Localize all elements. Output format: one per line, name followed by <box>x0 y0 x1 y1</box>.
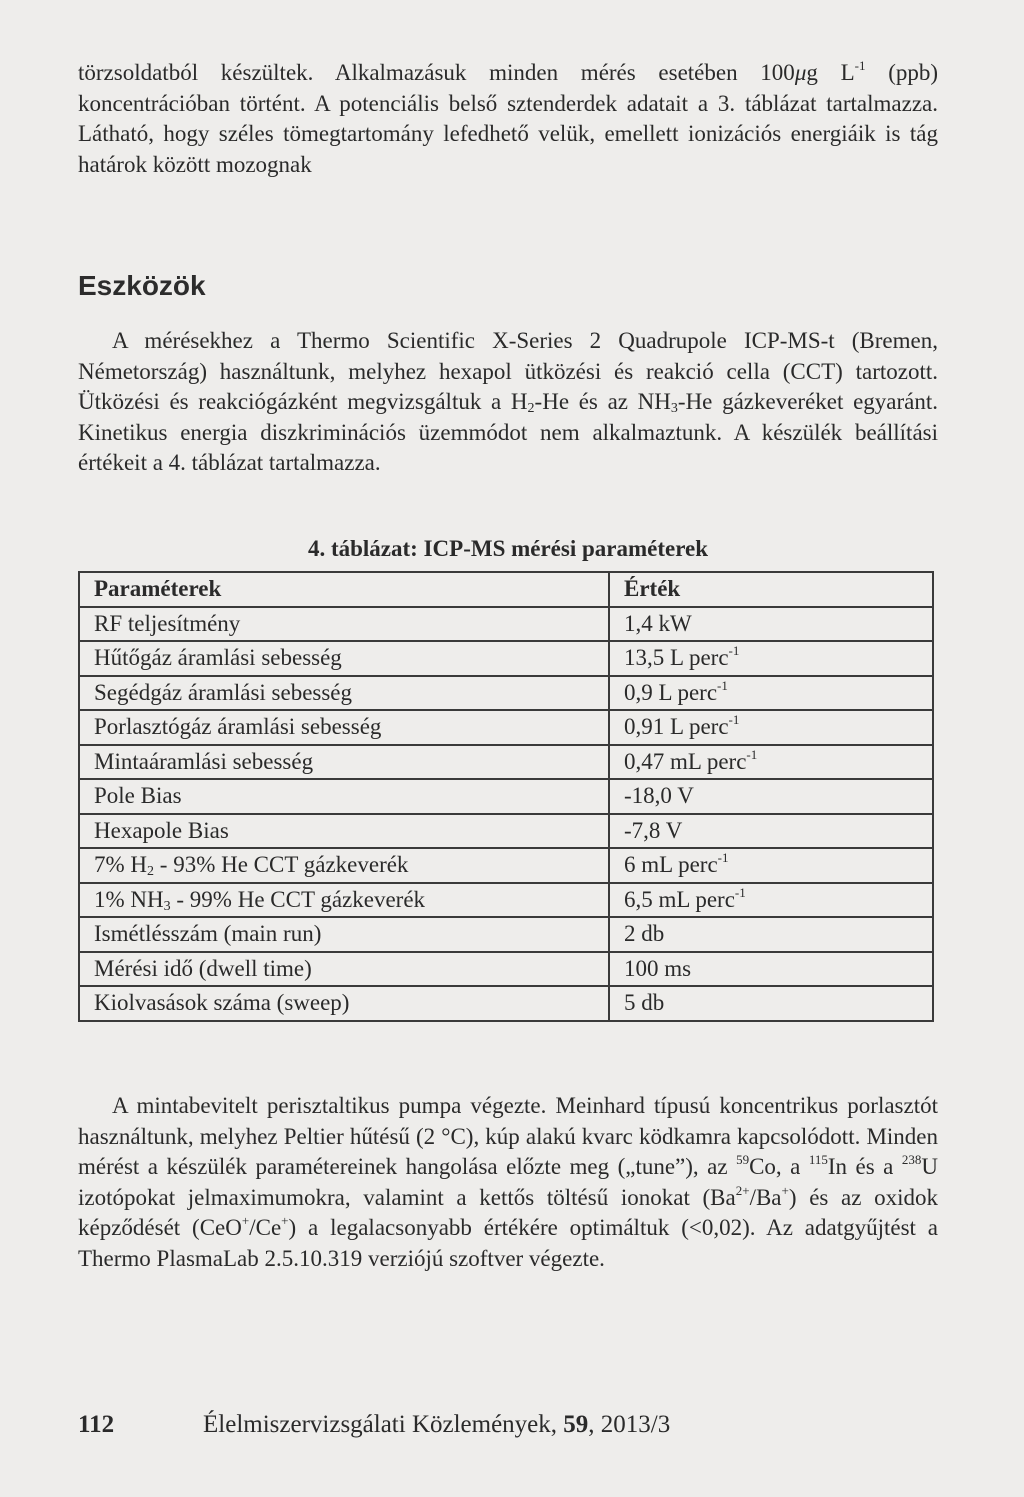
issue: , 2013/3 <box>588 1411 671 1438</box>
param-cell: Mérési idő (dwell time) <box>79 952 609 987</box>
param-cell: 1% $NH_3 - 99\%$ He CCT gázkeverék <box>79 883 609 918</box>
sample-intro-paragraph: A mintabevitelt perisztaltikus pumpa végezte. Meinhard típusú koncentrikus porlasztót használtunk, melyhez Peltier hűtésű (2 °C), kúp alakú kvarc ködkamra kapcsolódott. Minden mérést a készülék paramétereinek hangolása előzte meg („tune”), az $^{59}$Co, a $^{115}$In és a $^{238}$U izotópokat jelmaximumokra, valamint a kettős töltésű ionokat $(Ba^{2+}/Ba^+)$ és az oxidok képződését (CeO+/Ce+) a legalacsonyabb értékére optimáltuk (<0,02). Az adatgyűjtést a Thermo PlasmaLab 2.5.10.319 verziójú szoftver végezte. <box>78 1093 939 1271</box>
text: -He gázkeveréket egyaránt. Kinetikus energia diszkriminációs üzemmódot nem alkalmaztunk. A készülék beállítási értékeit a 4. táblázat tartalmazza. <box>78 389 938 475</box>
param-cell: Pole Bias <box>79 779 609 814</box>
text: A mérésekhez a Thermo Scientific X-Series 2 Quadrupole ICP-MS-t (Bremen, Németország) használtunk, melyhez hexapol ütközési és reakció cella (CCT) tartozott. Ütközési és reakciógázként megvizsgáltuk a H <box>78 328 938 414</box>
table-row <box>79 745 933 780</box>
table-row <box>79 848 933 883</box>
instruments-paragraph <box>78 326 938 479</box>
volume-number: 59 <box>563 1411 589 1438</box>
value-cell: 6 mL perc$^{-1}$ <box>609 848 933 883</box>
value-cell: 0,9 L perc$^{-1}$ <box>609 676 933 711</box>
value-cell: -7,8 V <box>609 814 933 849</box>
header-value: Érték <box>609 572 933 607</box>
value-cell: 13,5 L perc$^{-1}$ <box>609 641 933 676</box>
table-row <box>79 952 933 987</box>
table-row <box>79 917 933 952</box>
param-cell: Hűtőgáz áramlási sebesség <box>79 641 609 676</box>
mu-symbol: μ <box>794 60 807 85</box>
table-header-row <box>79 572 933 607</box>
table-caption: 4. táblázat: ICP-MS mérési paraméterek <box>307 536 709 561</box>
param-cell: Ismétlésszám (main run) <box>79 917 609 952</box>
value-cell: 2 db <box>609 917 933 952</box>
value-cell: 100 ms <box>609 952 933 987</box>
param-cell: Segédgáz áramlási sebesség <box>79 676 609 711</box>
value-cell: 1,4 kW <box>609 607 933 642</box>
text: (ppb) koncentrációban történt. A potenciális belső sztenderdek adatait a 3. táblázat tartalmazza. Látható, hogy széles tömegtartomány lefedhető velük, emellett ionizációs energiáik is tág határok között mozognak <box>78 60 939 177</box>
table-row <box>79 710 933 745</box>
subscript: 3 <box>670 401 678 416</box>
value-cell: -18,0 V <box>609 779 933 814</box>
param-cell: Kiolvasások száma (sweep) <box>79 986 609 1021</box>
intro-paragraph <box>78 58 938 180</box>
param-cell: RF teljesítmény <box>79 607 609 642</box>
page-footer <box>78 1410 938 1440</box>
superscript: -1 <box>854 58 866 73</box>
text: g L <box>806 60 855 85</box>
header-param: Paraméterek <box>79 572 609 607</box>
param-cell: Porlasztógáz áramlási sebesség <box>79 710 609 745</box>
subscript: 2 <box>527 401 535 416</box>
table-row <box>79 986 933 1021</box>
value-cell: 5 db <box>609 986 933 1021</box>
table-row <box>79 641 933 676</box>
text: törzsoldatból készültek. Alkalmazásuk minden mérés esetében 100 <box>78 60 795 85</box>
table-row <box>79 779 933 814</box>
param-cell: 7% $H_2 - 93\%$ He CCT gázkeverék <box>79 848 609 883</box>
table-row <box>79 607 933 642</box>
table-row <box>79 814 933 849</box>
page-number: 112 <box>78 1411 115 1438</box>
parameters-table <box>78 571 934 1022</box>
value-cell: 0,91 L perc$^{-1}$ <box>609 710 933 745</box>
section-title: Eszközök <box>78 270 206 301</box>
param-cell: Hexapole Bias <box>79 814 609 849</box>
param-cell: Mintaáramlási sebesség <box>79 745 609 780</box>
journal-name: Élelmiszervizsgálati Közlemények, <box>203 1411 564 1438</box>
table-row <box>79 883 933 918</box>
text: -He és az NH <box>534 389 671 414</box>
value-cell: 0,47 mL perc$^{-1}$ <box>609 745 933 780</box>
value-cell: 6,5 mL perc$^{-1}$ <box>609 883 933 918</box>
table-row <box>79 676 933 711</box>
